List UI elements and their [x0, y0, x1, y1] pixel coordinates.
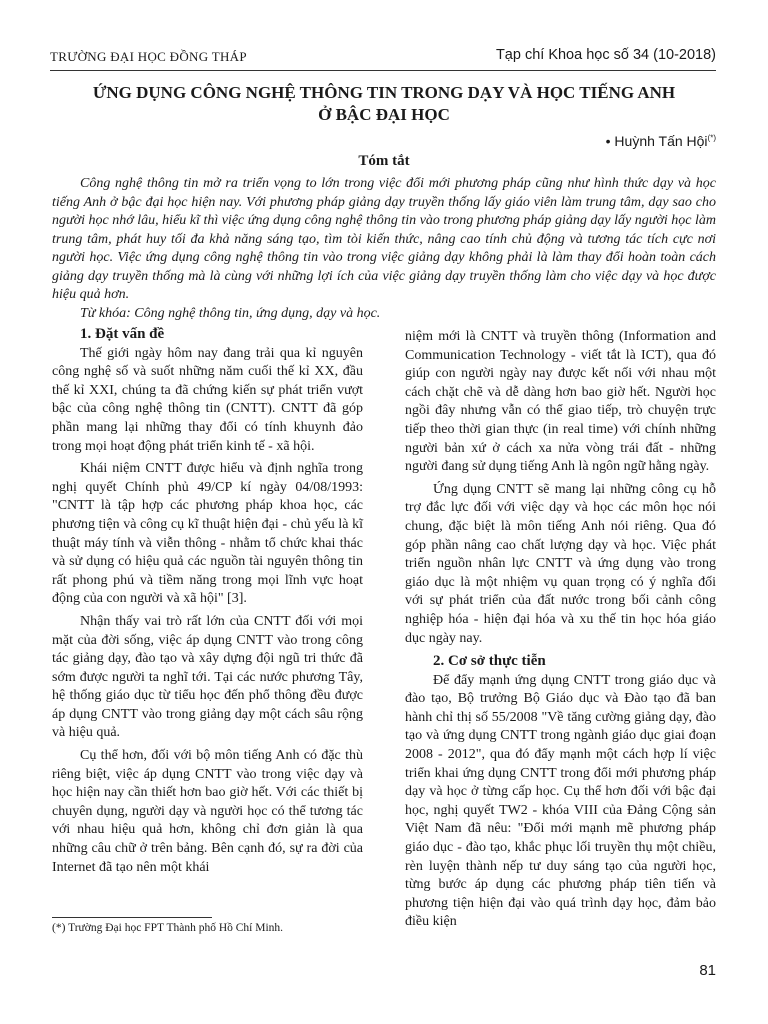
paragraph: Thế giới ngày hôm nay đang trải qua kỉ nguyên công nghệ số và suốt những năm cuối thế kỉ XX, đầu thế kỉ XXI, chúng ta đã chứng kiến sự phát triển vượt bậc của công nghệ thông tin (CNTT). CNTT đã góp phần mang lại những thay đổi có tính khuynh đảo trong mọi hoạt động phát triển kinh tế - xã hội. [52, 345, 363, 454]
abstract-heading: Tóm tắt [358, 153, 410, 169]
running-header [50, 46, 716, 71]
section-heading-2: 2. Cơ sở thực tiễn [433, 653, 546, 670]
paragraph: Để đẩy mạnh ứng dụng CNTT trong giáo dục và đào tạo, Bộ trưởng Bộ Giáo dục và Đào tạo đã ban hành chỉ thị số 55/2008 "Về tăng cường giảng dạy, đào tạo và ứng dụng CNTT trong ngành giáo dục giai đoạn 2008 - 2012", qua đó đẩy mạnh một cách hợp lí việc triển khai ứng dụng CNTT trong đổi mới phương pháp dạy và học ở từng cấp học. Cụ thể hơn đối với bậc đại học, nghị quyết TW2 - khóa VIII của Đảng Cộng sản Việt Nam đã nêu: "Đổi mới mạnh mẽ phương pháp giáo dục - đào tạo, khắc phục lối truyền thụ một chiều, rèn luyện thành nếp tư duy sáng tạo của người học, từng bước áp dụng các phương pháp tiên tiến và phương tiện hiện đại vào quá trình dạy học, đảm bảo điều kiện [405, 672, 716, 930]
abstract-text: Công nghệ thông tin mở ra triển vọng to lớn trong việc đổi mới phương pháp cũng như hình thức dạy và học tiếng Anh ở bậc đại học hiện nay. Với phương pháp giảng dạy truyền thống lấy giáo viên làm trung tâm, dạy sao cho người học nhớ lâu, hiểu kĩ thì việc ứng dụng công nghệ thông tin vào trong phương pháp giảng dạy lấy người học làm trung tâm, phát huy tối đa khả năng sáng tạo, tìm tòi kiến thức, nâng cao tính chủ động và tương tác tích cực nơi người học. Việc ứng dụng công nghệ thông tin vào trong việc giảng dạy không phải là làm thay đổi hoàn toàn cách giảng dạy truyền thống mà là cùng với những lợi ích của việc giảng dạy truyền thống làm cho việc dạy và học được hiệu quả hơn. [52, 176, 716, 302]
right-column [405, 328, 716, 936]
left-column [52, 325, 363, 881]
author [606, 133, 716, 149]
page-number: 81 [699, 962, 716, 979]
footnote-rule [52, 917, 212, 918]
paragraph: Khái niệm CNTT được hiểu và định nghĩa trong nghị quyết Chính phủ 49/CP kí ngày 04/08/1993: "CNTT là tập hợp các phương pháp khoa học, các phương tiện và công cụ kĩ thuật hiện đại - chủ yếu là kĩ thuật máy tính và viễn thông - nhằm tổ chức khai thác và sử dụng có hiệu quả các nguồn tài nguyên thông tin rất phong phú và tiềm năng trong mọi lĩnh vực hoạt động của con người và xã hội" [3]. [52, 461, 363, 607]
author-footnote-mark: (*) [707, 133, 716, 143]
section-heading-1: 1. Đặt vấn đề [80, 326, 165, 342]
paragraph: niệm mới là CNTT và truyền thông (Information and Communication Technology - viết tắt là ICT), qua đó giúp con người ngày nay được kết nối với nhau một cách chặt chẽ và dễ dàng hơn bao giờ hết. Người học ngồi đây nhưng vẫn có thể giao tiếp, trò chuyện trực tiếp theo thời gian thực (in real time) với chính những người bản xứ ở cách xa nửa vòng trái đất - những người đang sử dụng tiếng Anh là ngôn ngữ hằng ngày. [405, 329, 716, 475]
author-name: • Huỳnh Tấn Hội [605, 133, 708, 149]
title-line-2: Ở BẬC ĐẠI HỌC [318, 105, 450, 124]
university-name: TRƯỜNG ĐẠI HỌC ĐỒNG THÁP [50, 49, 247, 64]
paragraph: Nhận thấy vai trò rất lớn của CNTT đối với mọi mặt của đời sống, việc áp dụng CNTT vào trong công tác giảng dạy, đào tạo và xây dựng đội ngũ tri thức đã sớm được người ta nghĩ tới. Tại các nước phương Tây, hệ thống giáo dục từ tiểu học đến phổ thông đều được áp dụng CNTT vào trong giảng dạy một cách sâu rộng và hiệu quả. [52, 613, 363, 741]
keywords: Từ khóa: Công nghệ thông tin, ứng dụng, dạy và học. [80, 305, 381, 321]
paragraph: Cụ thể hơn, đối với bộ môn tiếng Anh có đặc thù riêng biệt, việc áp dụng CNTT vào trong việc dạy và học hiện nay cần thiết hơn bao giờ hết. Với các thiết bị chuyên dụng, người dạy và người học có thể tương tác với nhau hiệu quả hơn, không chỉ đơn giản là qua những câu chữ ở trên bảng. Bên cạnh đó, sự ra đời của Internet đã tạo nên một khái [52, 748, 363, 875]
footnote: (*) Trường Đại học FPT Thành phố Hồ Chí Minh. [52, 922, 284, 934]
article-title [40, 82, 728, 126]
title-line-1: ỨNG DỤNG CÔNG NGHỆ THÔNG TIN TRONG DẠY VÀ HỌC TIẾNG ANH [92, 83, 676, 102]
journal-issue: Tạp chí Khoa học số 34 (10-2018) [495, 47, 716, 63]
paragraph: Ứng dụng CNTT sẽ mang lại những công cụ hỗ trợ đắc lực đối với việc dạy và học các môn học nói chung, đặc biệt là môn tiếng Anh nói riêng. Qua đó góp phần nâng cao chất lượng dạy và học. Việc phát triển nguồn nhân lực CNTT và ứng dụng vào trong giáo dục là một nhiệm vụ quan trọng có ý nghĩa đối với sự phát triển của đất nước trong bối cảnh công nghiệp hóa - hiện đại hóa và xu thế tin học hóa giáo dục ngày nay. [405, 481, 716, 646]
abstract [52, 175, 716, 323]
